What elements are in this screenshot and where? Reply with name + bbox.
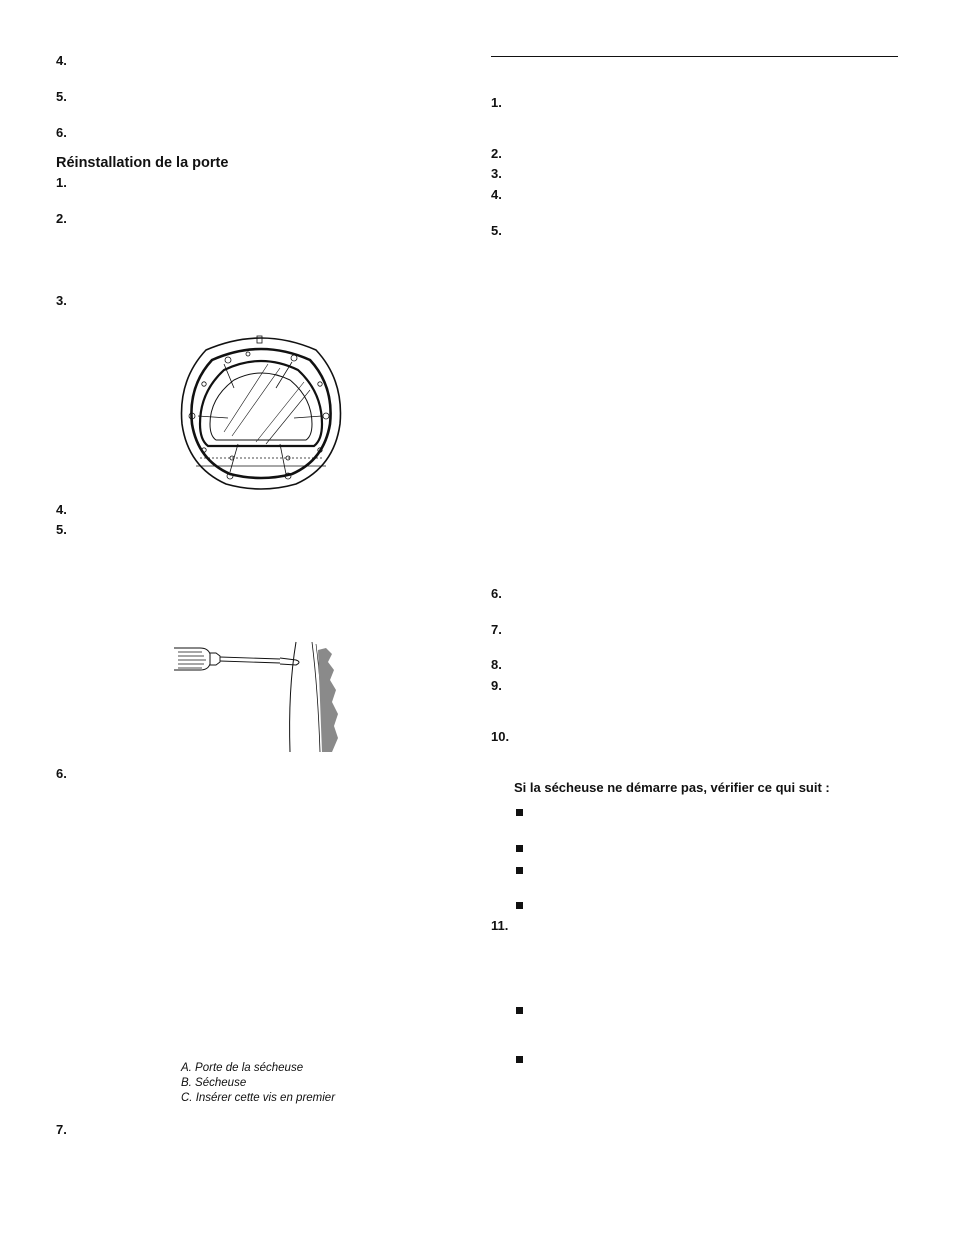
step-number: 5. [56, 89, 67, 104]
step-number: 7. [56, 1122, 67, 1137]
section-divider [491, 56, 898, 57]
step-number: 6. [56, 125, 67, 140]
square-bullet-icon [516, 809, 523, 816]
section-title: Réinstallation de la porte [56, 155, 229, 171]
caption-c: C. Insérer cette vis en premier [181, 1092, 336, 1104]
check-heading: Si la sécheuse ne démarre pas, vérifier ce qui suit : [514, 780, 830, 795]
step-number: 9. [491, 678, 502, 693]
step-number: 1. [56, 175, 67, 190]
step-number: 3. [56, 293, 67, 308]
square-bullet-icon [516, 902, 523, 909]
step-number: 5. [491, 223, 502, 238]
square-bullet-icon [516, 845, 523, 852]
dryer-door-ring-icon [176, 332, 346, 492]
square-bullet-icon [516, 1056, 523, 1063]
caption-a: A. Porte de la sécheuse [181, 1062, 304, 1074]
square-bullet-icon [516, 867, 523, 874]
step-number: 6. [56, 766, 67, 781]
step-number: 8. [491, 657, 502, 672]
step-number: 4. [56, 502, 67, 517]
step-number: 5. [56, 522, 67, 537]
step-number: 6. [491, 586, 502, 601]
step-number: 4. [56, 53, 67, 68]
step-number: 4. [491, 187, 502, 202]
step-number: 11. [491, 918, 509, 933]
step-number: 2. [56, 211, 67, 226]
step-number: 7. [491, 622, 502, 637]
screwdriver-icon [172, 640, 348, 755]
square-bullet-icon [516, 1007, 523, 1014]
step-number: 2. [491, 146, 502, 161]
step-number: 1. [491, 95, 502, 110]
step-number: 10. [491, 729, 510, 744]
caption-b: B. Sécheuse [181, 1077, 247, 1089]
step-number: 3. [491, 166, 502, 181]
